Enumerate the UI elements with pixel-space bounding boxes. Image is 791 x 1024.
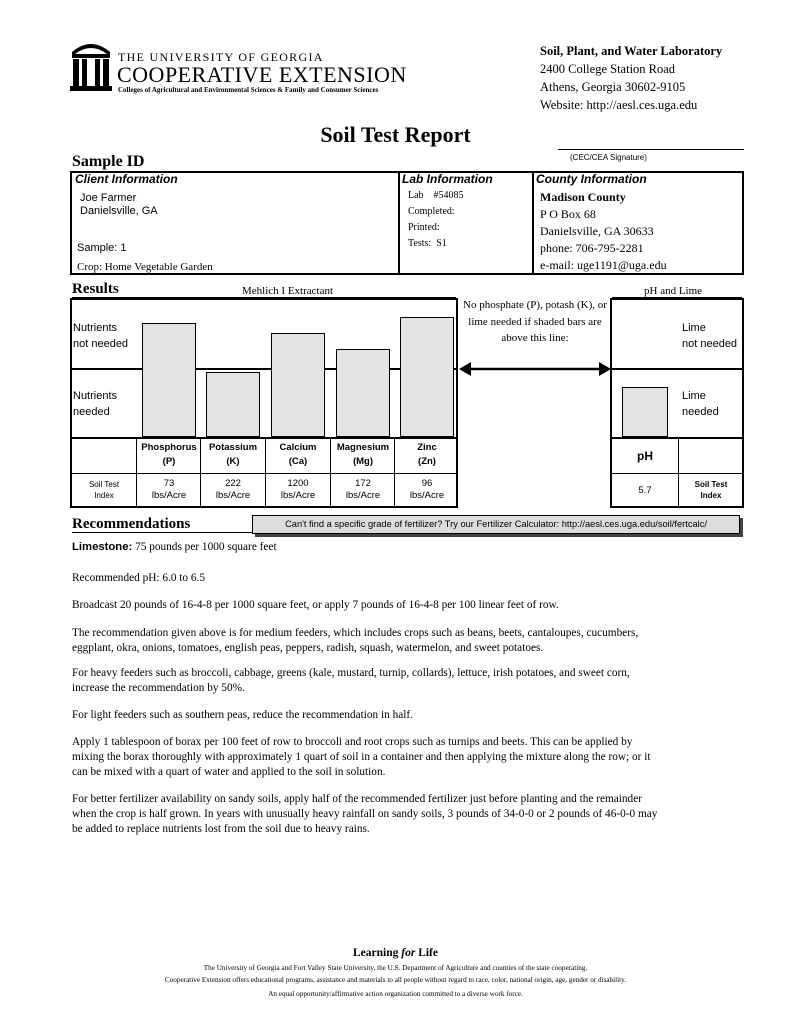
footer-motto: Learning for Life	[353, 947, 438, 959]
nutrient-value-magnesium: 172 lbs/Acre	[345, 478, 381, 501]
county-box: P O Box 68	[540, 207, 596, 221]
client-crop: Crop: Home Vegetable Garden	[77, 261, 213, 273]
nutrient-value-potassium: 222 lbs/Acre	[215, 478, 251, 501]
client-sample: Sample: 1	[77, 242, 127, 254]
lab-number: Lab #54085	[408, 190, 464, 201]
nutrient-value-zinc: 96 lbs/Acre	[409, 478, 445, 501]
sample-id-label: Sample ID	[72, 153, 145, 170]
lab-tests: Tests: S1	[408, 238, 447, 249]
limestone-recommendation: Limestone: 75 pounds per 1000 square feet	[72, 541, 277, 553]
broadcast-recommendation: Broadcast 20 pounds of 16-4-8 per 1000 square feet, or apply 7 pounds of 16-4-8 per 100 linear feet of row.	[72, 599, 559, 611]
ph-value: 5.7	[638, 485, 652, 496]
results-heading: Results	[72, 281, 119, 297]
lab-name: Soil, Plant, and Water Laboratory	[540, 44, 723, 58]
lab-completed: Completed:	[408, 206, 455, 217]
county-name: Madison County	[540, 190, 626, 204]
signature-label: (CEC/CEA Signature)	[570, 153, 647, 162]
county-city: Danielsville, GA 30633	[540, 224, 654, 238]
light-feeders-paragraph: For light feeders such as southern peas, reduce the recommendation in half.	[72, 709, 413, 721]
recommended-ph: Recommended pH: 6.0 to 6.5	[72, 572, 206, 584]
university-name: THE UNIVERSITY OF GEORGIA	[118, 50, 324, 64]
ph-lime-label: pH and Lime	[644, 285, 703, 297]
nutrient-label-magnesium: Magnesium (Mg)	[336, 442, 390, 467]
footer-line-3: An equal opportunity/affirmative action organization committed to a diverse work force.	[268, 990, 523, 998]
soil-test-index-label: Soil Test Index	[88, 480, 120, 500]
page-title: Soil Test Report	[320, 122, 471, 147]
bar-magnesium	[336, 349, 390, 437]
borax-paragraph: Apply 1 tablespoon of borax per 100 feet of row to broccoli and root crops such as turnips and beets. This can be applied by mixing the borax thoroughly with approximately 1 quart of soil in a container and then applying the mixture along the row; or it can be mixed with a quart of water and applied to the soil in solution.	[72, 736, 651, 778]
nutrient-label-calcium: Calcium (Ca)	[279, 442, 317, 467]
nutrients-not-needed-label: Nutrients not needed	[73, 322, 129, 350]
recommendations-heading: Recommendations	[72, 516, 191, 532]
footer-line-2: Cooperative Extension offers educational programs, assistance and materials to all people without regard to race, color, national origin, age, gender or disability.	[164, 976, 627, 984]
heavy-feeders-paragraph: For heavy feeders such as broccoli, cabbage, greens (kale, mustard, turnip, collards), lettuce, irish potatoes, and sweet corn, increase the recommendation by 50%.	[72, 667, 630, 694]
fertilizer-calculator-note[interactable]: Can't find a specific grade of fertilizer? Try our Fertilizer Calculator: http://aesl.ces.uga.edu/soil/fertcalc/	[252, 515, 740, 534]
client-city: Danielsville, GA	[80, 205, 158, 217]
county-info-heading: County Information	[536, 172, 647, 186]
client-info-heading: Client Information	[75, 172, 178, 186]
uga-arch-logo	[70, 38, 112, 92]
lab-website[interactable]: Website: http://aesl.ces.uga.edu	[540, 98, 698, 112]
nutrients-needed-label: Nutrients needed	[73, 390, 118, 418]
extractant-label: Mehlich I Extractant	[242, 285, 334, 297]
ph-bar	[622, 387, 668, 437]
lab-printed: Printed:	[408, 222, 440, 233]
bar-zinc	[400, 317, 454, 437]
lab-info-heading: Lab Information	[402, 172, 493, 186]
double-arrow-icon	[458, 361, 612, 377]
medium-feeders-paragraph: The recommendation given above is for medium feeders, which includes crops such as beans, beets, cantaloupes, cucumbers, eggplant, okra, onions, tomatoes, english peas, peppers, radish, squash, watermelon, and sweet potatoes.	[72, 627, 639, 654]
nutrient-label-phosphorus: Phosphorus (P)	[141, 442, 197, 467]
lab-address-2: Athens, Georgia 30602-9105	[540, 80, 686, 94]
client-name: Joe Farmer	[80, 192, 137, 204]
county-email[interactable]: e-mail: uge1191@uga.edu	[540, 258, 667, 272]
org-name: COOPERATIVE EXTENSION	[117, 62, 407, 87]
bar-calcium	[271, 333, 325, 437]
ph-label: pH	[637, 449, 653, 463]
bar-phosphorus	[142, 323, 196, 437]
nutrient-label-zinc: Zinc (Zn)	[417, 442, 437, 467]
lime-not-needed-label: Lime not needed	[682, 322, 738, 350]
sandy-soils-paragraph: For better fertilizer availability on sandy soils, apply half of the recommended fertilizer just before planting and the remainder when the crop is half grown. In years with unusually heavy rainfall on sandy soils, 3 pounds of 34-0-0 or 2 pounds of 46-0-0 may be added to replace nutrients lost from the soil due to heavy rains.	[72, 793, 658, 835]
nutrient-value-phosphorus: 73 lbs/Acre	[151, 478, 187, 501]
lime-needed-label: Lime needed	[682, 390, 719, 418]
nutrient-label-potassium: Potassium (K)	[208, 442, 258, 467]
ph-soil-test-index-label: Soil Test Index	[694, 480, 728, 500]
bar-potassium	[206, 372, 260, 437]
footer-line-1: The University of Georgia and Fort Valley State University, the U.S. Department of Agriculture and counties of the state cooperating.	[203, 964, 588, 972]
colleges-line: Colleges of Agricultural and Environmental Sciences & Family and Consumer Sciences	[118, 86, 379, 94]
lab-address-1: 2400 College Station Road	[540, 62, 676, 76]
no-fertilizer-note: No phosphate (P), potash (K), or lime needed if shaded bars are above this line:	[463, 299, 607, 344]
nutrient-value-calcium: 1200 lbs/Acre	[280, 478, 316, 501]
county-phone: phone: 706-795-2281	[540, 241, 644, 255]
signature-line	[558, 149, 744, 150]
